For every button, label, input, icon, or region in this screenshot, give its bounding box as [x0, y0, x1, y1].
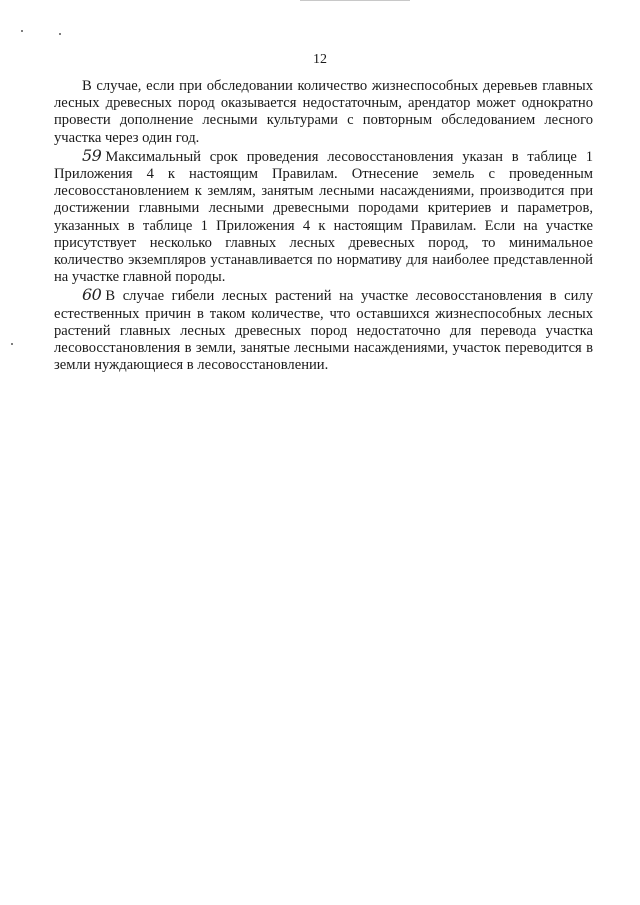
paragraph-1 [54, 78, 593, 147]
page-number: 12 [313, 52, 327, 67]
paragraph-60-text: В случае гибели лесных растений на участке лесовосстановления в силу естественных причин в таком количестве, что оставшихся жизнеспособных лесных растений главных лесных древесных пород недостаточно для перевода участка лесовосстановления в земли, занятые лесными насаждениями, участок переводится в земли нуждающиеся в лесовосстановлении. [54, 288, 593, 374]
scan-edge-line [300, 0, 410, 1]
scan-speck [59, 33, 61, 35]
document-body [54, 78, 593, 374]
scan-speck [21, 30, 23, 32]
paragraph-59 [54, 147, 593, 287]
paragraph-60 [54, 286, 593, 374]
paragraph-1-text: В случае, если при обследовании количество жизнеспособных деревьев главных лесных древесных пород оказывается недостаточным, арендатор может однократно провести дополнение лесными культурами с повторным обследованием лесного участка через один год. [54, 78, 593, 146]
paragraph-59-text: Максимальный срок проведения лесовосстановления указан в таблице 1 Приложения 4 к настоящим Правилам. Отнесение земель с проведенным лесовосстановлением к землям, занятым лесными насаждениями, производится при достижении главными лесными древесными породами критериев и параметров, указанных в таблице 1 Приложения 4 к настоящим Правилам. Если на участке присутствует несколько главных лесных древесных пород, то минимальное количество экземпляров устанавливается по нормативу для наиболее представленной на участке главной породы. [54, 148, 593, 286]
handwritten-clause-number: 60 [82, 285, 102, 305]
scan-speck [11, 343, 13, 345]
handwritten-clause-number: 59 [82, 145, 102, 165]
